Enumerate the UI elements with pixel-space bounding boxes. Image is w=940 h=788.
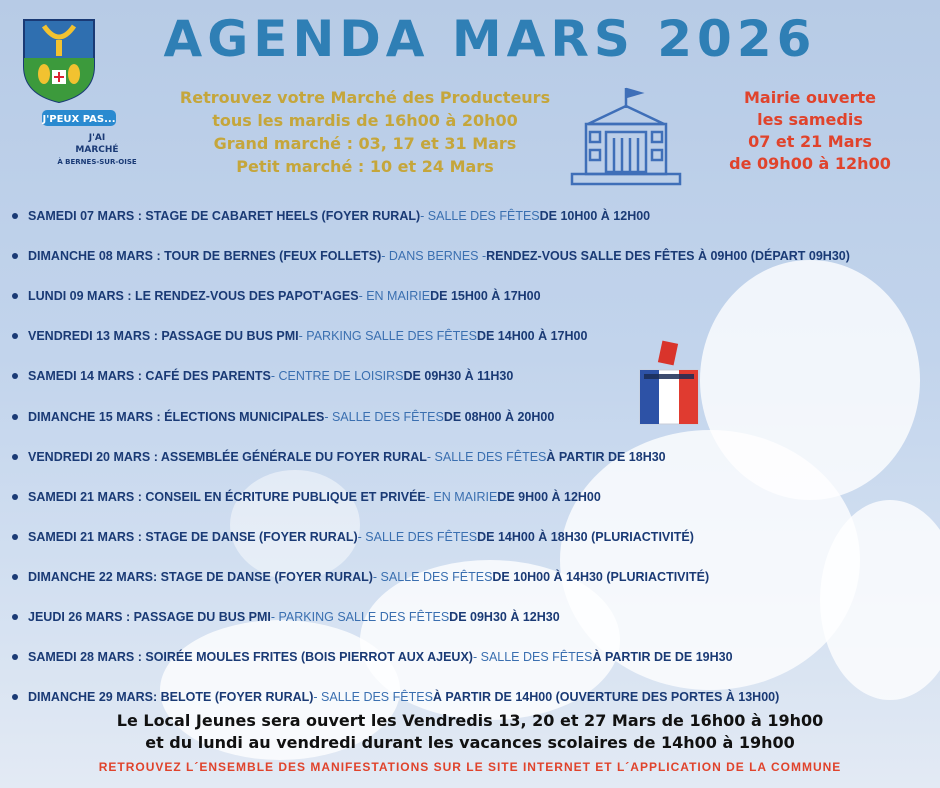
event-name: DIMANCHE 15 MARS : ÉLECTIONS MUNICIPALES [28,409,325,424]
bullet-icon [12,654,18,660]
bullet-icon [12,373,18,379]
event-time: DE 9H00 À 12H00 [497,489,601,504]
market-line: Retrouvez votre Marché des Producteurs [179,88,551,107]
event-name: LUNDI 09 MARS : LE RENDEZ-VOUS DES PAPOT'AGES [28,289,359,304]
mairie-line: 07 et 21 Mars [748,132,872,151]
event-place: - PARKING SALLE DES FÊTES [298,329,477,344]
bullet-icon [12,494,18,500]
market-line: Grand marché : 03, 17 et 31 Mars [213,134,517,153]
mairie-info [690,87,930,175]
event-time: DE 14H00 À 17H00 [476,329,588,344]
list-item [12,196,932,236]
footer-note: RETROUVEZ L´ENSEMBLE DES MANIFESTATIONS SUR LE SITE INTERNET ET L´APPLICATION DE LA COMMUNE [98,760,842,774]
event-time: DE 15H00 À 17H00 [430,289,541,304]
event-name: SAMEDI 21 MARS : CONSEIL EN ÉCRITURE PUBLIQUE ET PRIVÉE [28,489,426,504]
list-item [12,316,932,356]
list-item [12,437,932,477]
event-name: SAMEDI 07 MARS : STAGE DE CABARET HEELS (FOYER RURAL) [28,209,421,224]
event-name: SAMEDI 21 MARS : STAGE DE DANSE (FOYER RURAL) [28,529,358,544]
local-line: Le Local Jeunes sera ouvert les Vendredis 13, 20 et 27 Mars de 16h00 à 19h00 [116,711,824,730]
market-info [140,86,590,178]
event-time: RENDEZ-VOUS SALLE DES FÊTES À 09H00 (DÉPART 09H30) [486,249,850,264]
market-line: tous les mardis de 16h00 à 20h00 [212,111,518,130]
event-time: DE 14H00 À 18H30 (PLURIACTIVITÉ) [477,529,694,544]
market-badge [40,108,140,174]
event-time: À PARTIR DE 14H00 (OUVERTURE DES PORTES À 13H00) [432,690,780,705]
event-place: - SALLE DES FÊTES [357,529,478,544]
page-title: AGENDA MARS 2026 [163,10,817,68]
mairie-line: de 09h00 à 12h00 [729,154,891,173]
event-list [12,196,932,717]
bullet-icon [12,333,18,339]
event-time: DE 09H30 À 11H30 [403,369,514,384]
bullet-icon [12,253,18,259]
event-place: - SALLE DES FÊTES [472,650,593,665]
event-name: SAMEDI 14 MARS : CAFÉ DES PARENTS [28,369,271,384]
bullet-icon [12,454,18,460]
event-time: À PARTIR DE DE 19H30 [592,650,733,665]
bullet-icon [12,574,18,580]
event-time: DE 10H00 À 12H00 [539,209,651,224]
event-place: - DANS BERNES - [381,249,487,264]
event-time: DE 09H30 À 12H30 [449,609,560,624]
event-place: - SALLE DES FÊTES [324,409,444,424]
badge-line1: J'PEUX PAS... [42,114,116,125]
local-line: et du lundi au vendredi durant les vacances scolaires de 14h00 à 19h00 [145,733,795,752]
market-line: Petit marché : 10 et 24 Mars [236,157,494,176]
list-item [12,356,932,396]
bullet-icon [12,534,18,540]
badge-line4: À BERNES-SUR-OISE [57,158,137,166]
event-place: - SALLE DES FÊTES [372,569,493,584]
event-place: - EN MAIRIE [425,489,498,504]
bullet-icon [12,694,18,700]
event-name: DIMANCHE 22 MARS: STAGE DE DANSE (FOYER RURAL) [28,569,373,584]
event-time: À PARTIR DE 18H30 [546,449,666,464]
badge-line2: J'AI [88,133,106,143]
event-place: - PARKING SALLE DES FÊTES [270,609,450,624]
bullet-icon [12,293,18,299]
bullet-icon [12,414,18,420]
list-item [12,597,932,637]
badge-line3: MARCHÉ [75,145,119,155]
bullet-icon [12,614,18,620]
list-item [12,477,932,517]
list-item [12,517,932,557]
event-name: DIMANCHE 29 MARS: BELOTE (FOYER RURAL) [28,690,314,705]
event-place: - EN MAIRIE [358,289,431,304]
ballot-box-icon [638,340,700,426]
event-time: DE 08H00 À 20H00 [443,409,555,424]
event-place: - CENTRE DE LOISIRS [270,369,404,384]
event-name: SAMEDI 28 MARS : SOIRÉE MOULES FRITES (BOIS PIERROT AUX AJEUX) [28,650,473,665]
event-name: VENDREDI 20 MARS : ASSEMBLÉE GÉNÉRALE DU FOYER RURAL [28,449,427,464]
list-item [12,276,932,316]
list-item [12,236,932,276]
event-name: JEUDI 26 MARS : PASSAGE DU BUS PMI [28,609,271,624]
list-item [12,557,932,597]
event-time: DE 10H00 À 14H30 (PLURIACTIVITÉ) [492,569,710,584]
town-crest-icon [22,18,96,104]
event-place: - SALLE DES FÊTES [420,209,540,224]
list-item [12,396,932,436]
event-place: - SALLE DES FÊTES [426,449,547,464]
local-jeunes-info [0,710,940,754]
mairie-line: Mairie ouverte [743,88,877,107]
bullet-icon [12,213,18,219]
event-place: - SALLE DES FÊTES [313,690,433,705]
mairie-line: les samedis [757,110,863,129]
event-name: VENDREDI 13 MARS : PASSAGE DU BUS PMI [28,329,299,344]
town-hall-icon [568,86,684,188]
list-item [12,637,932,677]
event-name: DIMANCHE 08 MARS : TOUR DE BERNES (FEUX FOLLETS) [28,249,382,264]
